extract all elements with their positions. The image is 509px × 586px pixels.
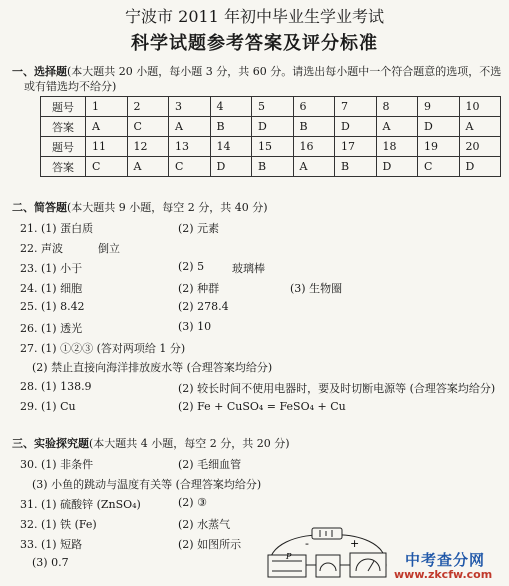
table-cell: B <box>252 157 294 177</box>
table-cell: D <box>210 157 252 177</box>
table-cell: 5 <box>252 97 294 117</box>
answer-33-2: (2) 如图所示 <box>178 538 242 551</box>
table-cell: 1 <box>86 97 128 117</box>
table-cell: B <box>293 117 335 137</box>
answer-31-2: (2) ③ <box>178 496 207 509</box>
table-row <box>41 157 501 177</box>
row-header-question: 题号 <box>41 137 86 157</box>
section-3-heading <box>12 436 502 451</box>
answer-24-1: 24. (1) 细胞 <box>20 282 83 295</box>
voltmeter-icon <box>350 553 386 577</box>
exam-title: 宁波市 2011 年初中毕业生学业考试 <box>125 7 384 26</box>
table-cell: 3 <box>169 97 211 117</box>
answer-23-1: 23. (1) 小于 <box>20 262 83 275</box>
choice-answer-table <box>40 96 501 177</box>
table-cell: 7 <box>335 97 377 117</box>
answer-24-2: (2) 种群 <box>178 282 220 295</box>
table-cell: A <box>376 117 418 137</box>
answer-32-2: (2) 水蒸气 <box>178 518 231 531</box>
section-3-title: 三、实验探究题 <box>12 437 89 450</box>
table-cell: 20 <box>459 137 501 157</box>
table-cell: B <box>335 157 377 177</box>
section-1-title: 一、选择题 <box>12 65 67 78</box>
table-cell: 6 <box>293 97 335 117</box>
section-1-desc-cont: 或有错选均不给分) <box>24 80 117 93</box>
table-cell: 16 <box>293 137 335 157</box>
table-cell: A <box>169 117 211 137</box>
answer-25-1: 25. (1) 8.42 <box>20 300 85 313</box>
table-cell: C <box>418 157 460 177</box>
slider-label: P <box>286 552 292 561</box>
answer-24-3: (3) 生物圈 <box>290 282 343 295</box>
table-cell: 8 <box>376 97 418 117</box>
answer-28-2: (2) 较长时间不使用电器时，要及时切断电源等 (合理答案均给分) <box>178 382 496 395</box>
answer-27-2: (2) 禁止直接向海洋排放废水等 (合理答案均给分) <box>32 361 273 374</box>
answer-23-2: (2) 5 <box>178 260 205 273</box>
answer-30-3: (3) 小鱼的跳动与温度有关等 (合理答案均给分) <box>32 478 262 491</box>
watermark-url[interactable]: www.zkcfw.com <box>394 568 493 581</box>
section-2-title: 二、简答题 <box>12 201 67 214</box>
answer-23-3: 玻璃棒 <box>232 262 265 275</box>
row-header-question: 题号 <box>41 97 86 117</box>
answer-29-2: (2) Fe + CuSO₄ = FeSO₄ + Cu <box>178 400 346 413</box>
table-cell: 14 <box>210 137 252 157</box>
answer-22-1: 22. 声波 <box>20 242 63 255</box>
answer-21-1: 21. (1) 蛋白质 <box>20 222 94 235</box>
section-2-heading <box>12 200 502 215</box>
table-cell: 9 <box>418 97 460 117</box>
ammeter-icon <box>316 555 340 577</box>
watermark-site-name: 中考查分网 <box>405 551 486 569</box>
section-1-heading <box>12 64 502 79</box>
table-cell: D <box>376 157 418 177</box>
battery-icon <box>312 528 342 539</box>
table-cell: 17 <box>335 137 377 157</box>
answer-21-2: (2) 元素 <box>178 222 220 235</box>
table-cell: C <box>127 117 169 137</box>
table-cell: 15 <box>252 137 294 157</box>
table-cell: 4 <box>210 97 252 117</box>
answer-30-1: 30. (1) 非条件 <box>20 458 94 471</box>
minus-label: - <box>305 537 309 550</box>
table-cell: D <box>459 157 501 177</box>
answer-28-1: 28. (1) 138.9 <box>20 380 92 393</box>
section-3-desc: (本大题共 4 小题，每空 2 分，共 20 分) <box>89 437 290 450</box>
section-2-desc: (本大题共 9 小题，每空 2 分，共 40 分) <box>67 201 268 214</box>
table-cell: 13 <box>169 137 211 157</box>
section-1-desc: (本大题共 20 小题，每小题 3 分，共 60 分。请选出每小题中一个符合题意的选项，不选 <box>67 65 502 78</box>
plus-label: + <box>350 537 360 550</box>
table-cell: 19 <box>418 137 460 157</box>
table-cell: 10 <box>459 97 501 117</box>
table-row <box>41 137 501 157</box>
answer-32-1: 32. (1) 铁 (Fe) <box>20 518 97 531</box>
answer-25-2: (2) 278.4 <box>178 300 229 313</box>
answer-31-1: 31. (1) 硫酸锌 (ZnSO₄) <box>20 498 141 511</box>
table-cell: B <box>210 117 252 137</box>
circuit-diagram <box>258 525 398 585</box>
table-cell: 18 <box>376 137 418 157</box>
table-cell: A <box>459 117 501 137</box>
answer-30-2: (2) 毛细血管 <box>178 458 242 471</box>
table-cell: 12 <box>127 137 169 157</box>
table-cell: A <box>127 157 169 177</box>
table-row <box>41 117 501 137</box>
table-cell: C <box>86 157 128 177</box>
document-title: 科学试题参考答案及评分标准 <box>131 33 378 54</box>
table-cell: A <box>86 117 128 137</box>
row-header-answer: 答案 <box>41 117 86 137</box>
table-cell: 11 <box>86 137 128 157</box>
answer-26-2: (3) 10 <box>178 320 212 333</box>
answer-29-1: 29. (1) Cu <box>20 400 76 413</box>
answer-27-1: 27. (1) ①②③ (答对两项给 1 分) <box>20 342 186 355</box>
answer-26-1: 26. (1) 透光 <box>20 322 83 335</box>
table-cell: C <box>169 157 211 177</box>
table-cell: D <box>418 117 460 137</box>
table-cell: 2 <box>127 97 169 117</box>
answer-33-1: 33. (1) 短路 <box>20 538 83 551</box>
table-cell: D <box>252 117 294 137</box>
table-row <box>41 97 501 117</box>
answer-22-2: 倒立 <box>98 242 120 255</box>
answer-33-3: (3) 0.7 <box>32 556 69 569</box>
row-header-answer: 答案 <box>41 157 86 177</box>
table-cell: A <box>293 157 335 177</box>
table-cell: D <box>335 117 377 137</box>
